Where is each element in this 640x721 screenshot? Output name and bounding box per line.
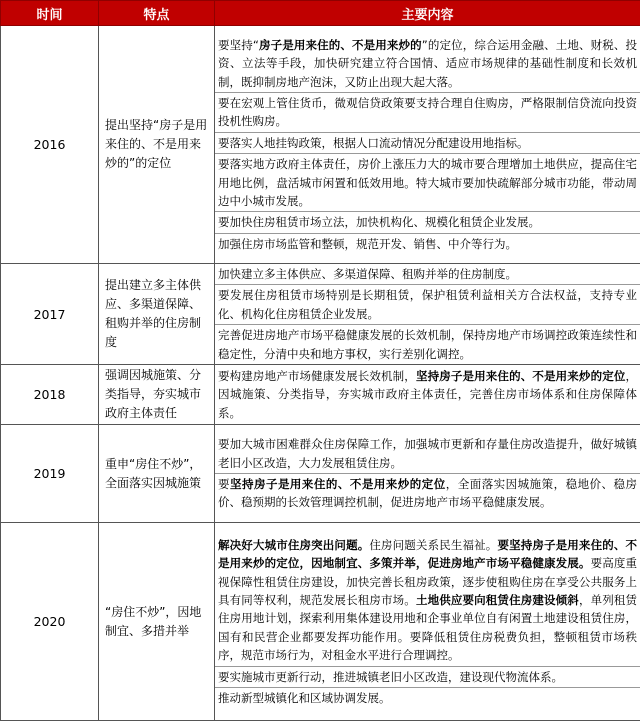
- table-row: [1, 523, 640, 721]
- text-segment: ，因城施策、分类指导，夯实城市政府主体责任，完善住房市场体系和住房保障体系。: [218, 369, 637, 420]
- text-segment: 要坚持“: [218, 38, 259, 52]
- content-cell: [215, 26, 640, 264]
- content-paragraph: [215, 154, 640, 212]
- feature-cell: 重申“房住不炒”，全面落实因城施策: [99, 425, 215, 523]
- content-paragraph: [215, 535, 640, 667]
- year-cell: 2016: [1, 26, 99, 264]
- content-paragraph: [215, 133, 640, 154]
- header-content: 主要内容: [215, 1, 640, 26]
- content-paragraph: [215, 325, 640, 364]
- feature-cell: 提出坚持“房子是用来住的、不是用来炒的”的定位: [99, 26, 215, 264]
- content-paragraph: [215, 35, 640, 93]
- table-row: [1, 264, 640, 365]
- year-cell: 2020: [1, 523, 99, 721]
- text-segment: 要构建房地产市场健康发展长效机制，: [218, 369, 416, 383]
- year-cell: 2018: [1, 365, 99, 425]
- feature-cell: 提出建立多主体供应、多渠道保障、租购并举的住房制度: [99, 264, 215, 365]
- bold-text: 土地供应要向租赁住房建设倾斜: [416, 593, 579, 607]
- feature-cell: 强调因城施策、分类指导，夯实城市政府主体责任: [99, 365, 215, 425]
- text-segment: ，单列租赁住房用地计划，探索利用集体建设用地和企事业单位自有闲置土地建设租赁住房，国有和民营企业都要发挥功能作用。要降低租赁住房税费负担，整顿租赁市场秩序，规范市场行为，对租金水平进行合理调控。: [218, 593, 637, 662]
- year-cell: 2019: [1, 425, 99, 523]
- bold-text: 要坚持房子是用来住的、不是用来炒的定位，因地制宜、多策并举，促进房地产市场平稳健康发展。: [218, 538, 637, 570]
- content-paragraph: [215, 434, 640, 474]
- text-segment: 加强住房市场监管和整顿，规范开发、销售、中介等行为。: [218, 237, 517, 251]
- content-paragraph: [215, 366, 640, 423]
- text-segment: 要高度重视保障性租赁住房建设，加快完善长租房政策，逐步使租购住房在享受公共服务上具有同等权利，规范发展长租房市场。: [218, 556, 637, 607]
- header-feature: 特点: [99, 1, 215, 26]
- content-paragraph: [215, 234, 640, 254]
- content-cell: [215, 264, 640, 365]
- header-row: [1, 1, 640, 26]
- text-segment: 要加大城市困难群众住房保障工作，加强城市更新和存量住房改造提升，做好城镇老旧小区改造，大力发展租赁住房。: [218, 437, 637, 469]
- text-segment: 要实施城市更新行动，推进城镇老旧小区改造，建设现代物流体系。: [218, 670, 563, 684]
- text-segment: ”的定位，综合运用金融、土地、财税、投资、立法等手段，加快研究建立符合国情、适应市场规律的基础性制度和长效机制，既抑制房地产泡沫，又防止出现大起大落。: [218, 38, 637, 89]
- text-segment: 要加快住房租赁市场立法，加快机构化、规模化租赁企业发展。: [218, 215, 540, 229]
- content-paragraph: [215, 264, 640, 285]
- text-segment: 要: [218, 477, 230, 491]
- table-row: [1, 26, 640, 264]
- content-paragraph: [215, 688, 640, 708]
- text-segment: 要在宏观上管住货币，微观信贷政策要支持合理自住购房，严格限制信贷流向投资投机性购房。: [218, 96, 637, 128]
- text-segment: 完善促进房地产市场平稳健康发展的长效机制，保持房地产市场调控政策连续性和稳定性，分清中央和地方事权，实行差别化调控。: [218, 328, 637, 360]
- text-segment: 要发展住房租赁市场特别是长期租赁，保护租赁利益相关方合法权益，支持专业化、机构化住房租赁企业发展。: [218, 288, 637, 320]
- text-segment: 加快建立多主体供应、多渠道保障、租购并举的住房制度。: [218, 267, 517, 281]
- content-paragraph: [215, 474, 640, 513]
- table-row: [1, 365, 640, 425]
- text-segment: 住房问题关系民生福祉。: [369, 538, 497, 552]
- text-segment: 要落实地方政府主体责任，房价上涨压力大的城市要合理增加土地供应，提高住宅用地比例，盘活城市闲置和低效用地。特大城市要加快疏解部分城市功能，带动周边中小城市发展。: [218, 157, 637, 208]
- header-time: 时间: [1, 1, 99, 26]
- content-cell: [215, 425, 640, 523]
- bold-text: 解决好大城市住房突出问题。: [218, 538, 369, 552]
- content-paragraph: [215, 285, 640, 325]
- text-segment: 要落实人地挂钩政策，根据人口流动情况分配建设用地指标。: [218, 136, 529, 150]
- bold-text: 房子是用来住的、不是用来炒的: [259, 38, 422, 52]
- content-cell: [215, 523, 640, 721]
- content-paragraph: [215, 667, 640, 688]
- bold-text: 坚持房子是用来住的、不是用来炒的定位: [230, 477, 446, 491]
- table-row: [1, 425, 640, 523]
- text-segment: 推动新型城镇化和区域协调发展。: [218, 691, 391, 705]
- content-paragraph: [215, 212, 640, 233]
- feature-cell: “房住不炒”，因地制宜、多措并举: [99, 523, 215, 721]
- content-cell: [215, 365, 640, 425]
- bold-text: 坚持房子是用来住的、不是用来炒的定位: [416, 369, 626, 383]
- text-segment: ，全面落实因城施策，稳地价、稳房价、稳预期的长效管理调控机制，促进房地产市场平稳健康发展。: [218, 477, 637, 509]
- year-cell: 2017: [1, 264, 99, 365]
- content-paragraph: [215, 93, 640, 133]
